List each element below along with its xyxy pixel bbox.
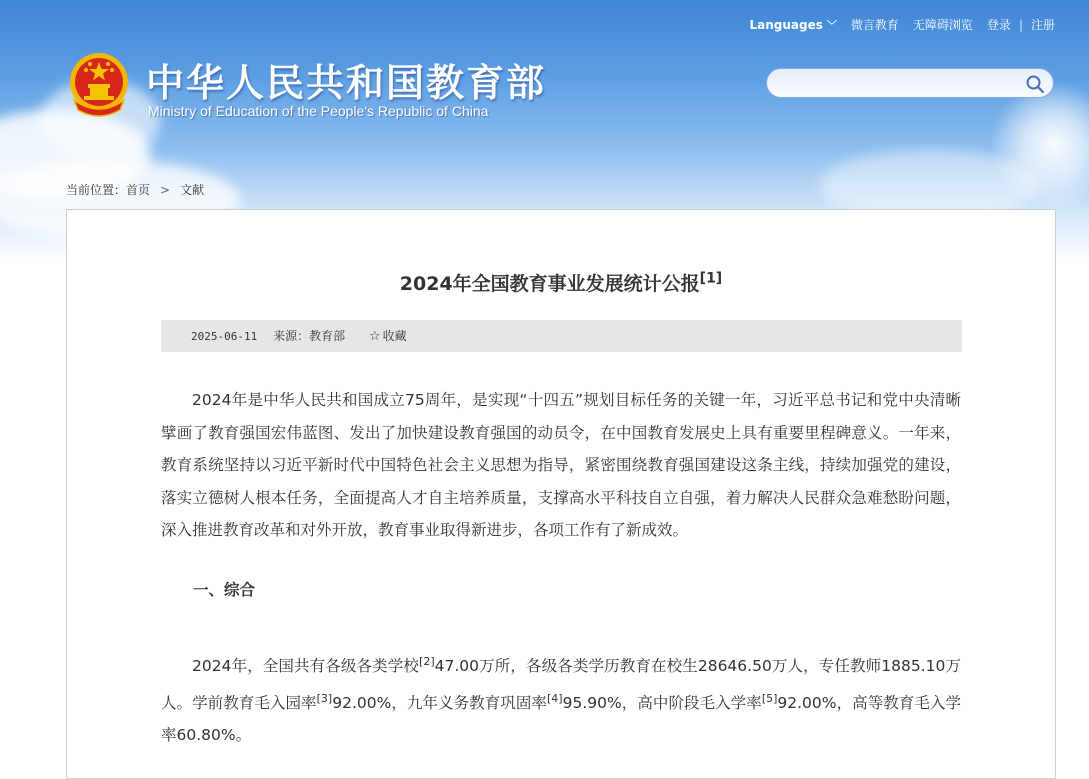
weiyan-link[interactable]: 微言教育 <box>850 18 899 32</box>
breadcrumb-current[interactable]: 文献 <box>180 183 205 197</box>
national-emblem-icon <box>68 52 130 118</box>
article-paragraph <box>161 646 961 752</box>
article-container <box>66 209 1056 779</box>
breadcrumb-home[interactable]: 首页 <box>126 183 151 197</box>
login-link[interactable]: 登录 <box>986 18 1011 32</box>
paragraph-text: 95.90%，高中阶段毛入学率 <box>562 693 762 712</box>
favorite-button[interactable] <box>369 329 407 343</box>
article-title-text: 2024年全国教育事业发展统计公报 <box>399 273 700 295</box>
article-meta-bar <box>161 320 962 352</box>
footnote-ref-1[interactable]: [1] <box>699 270 723 287</box>
search-input[interactable] <box>779 74 1023 94</box>
favorite-label: 收藏 <box>382 329 407 343</box>
site-title[interactable]: 中华人民共和国教育部 <box>146 61 547 105</box>
breadcrumb <box>66 181 204 198</box>
chevron-down-icon: ﹀ <box>826 21 837 32</box>
breadcrumb-separator: > <box>160 183 171 197</box>
paragraph-text: 92.00%，高等教育毛入学率60.80%。 <box>161 693 961 745</box>
publish-date: 2025-06-11 <box>191 330 258 343</box>
footnote-ref-4[interactable]: [4] <box>547 691 563 705</box>
search-box <box>766 68 1054 98</box>
paragraph-text: 2024年，全国共有各级各类学校 <box>192 657 420 676</box>
star-icon: ☆ <box>368 329 381 344</box>
footnote-ref-5[interactable]: [5] <box>761 691 778 705</box>
top-navigation <box>750 16 1056 33</box>
paragraph-text: 92.00%，九年义务教育巩固率 <box>332 693 547 712</box>
footnote-ref-2[interactable]: [2] <box>419 655 435 668</box>
search-icon[interactable] <box>1025 74 1045 94</box>
paragraph-text: 47.00万所，各级各类学历教育在校生28646.50万人，专任教师1885.10万人。学前教育毛入园率 <box>161 657 961 712</box>
footnote-ref-3[interactable]: [3] <box>316 691 333 705</box>
article-source: 来源：教育部 <box>273 329 346 343</box>
article-title <box>67 269 1055 296</box>
site-subtitle-english: Ministry of Education of the People's Republic of China <box>148 103 489 119</box>
section-heading: 一、综合 <box>193 581 256 599</box>
nav-separator: | <box>1018 17 1023 32</box>
languages-menu[interactable] <box>750 17 837 32</box>
accessible-browsing-link[interactable]: 无障碍浏览 <box>912 18 973 32</box>
breadcrumb-prefix: 当前位置： <box>66 183 127 197</box>
languages-label: Languages <box>749 18 823 32</box>
article-paragraph: 2024年是中华人民共和国成立75周年，是实现“十四五”规划目标任务的关键一年，习近平总书记和党中央清晰擘画了教育强国宏伟蓝图、发出了加快建设教育强国的动员令，在中国教育发展史上具有重要里程碑意义。一年来，教育系统坚持以习近平新时代中国特色社会主义思想为指导，紧密围绕教育强国建设这条主线，持续加强党的建设，落实立德树人根本任务，全面提高人才自主培养质量，支撑高水平科技自立自强，着力解决人民群众急难愁盼问题，深入推进教育改革和对外开放，教育事业取得新进步，各项工作有了新成效。 <box>161 391 961 539</box>
register-link[interactable]: 注册 <box>1030 18 1055 32</box>
